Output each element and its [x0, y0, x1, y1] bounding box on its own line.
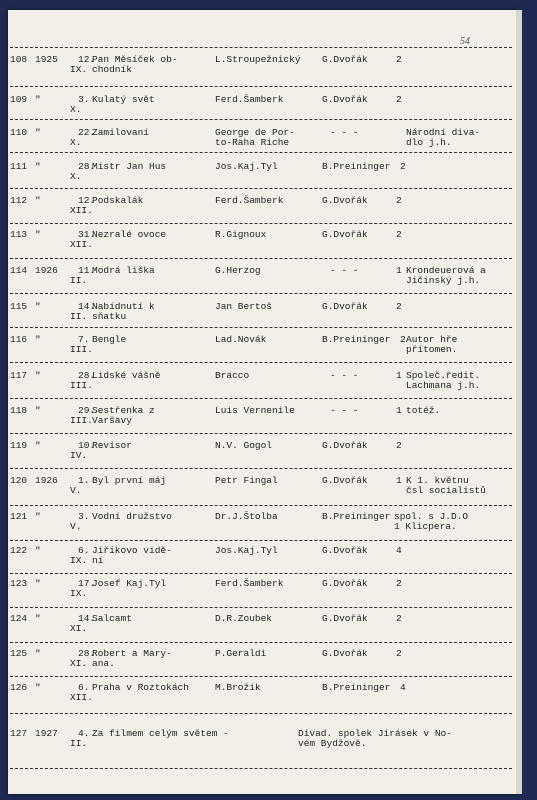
cell-director: - - -	[330, 127, 359, 138]
cell-author: Lad.Novák	[215, 334, 267, 345]
row-divider	[10, 223, 512, 224]
cell-day: 11.	[78, 265, 96, 276]
cell-month: XII.	[70, 239, 93, 250]
cell-day: 28.	[78, 648, 96, 659]
cell-director: G.Dvořák	[322, 54, 368, 65]
cell-author: Jos.Kaj.Tyl	[215, 161, 278, 172]
row-divider	[10, 768, 512, 769]
row-divider	[10, 362, 512, 363]
cell-year: "	[35, 682, 41, 693]
cell-director: - - -	[330, 370, 359, 381]
cell-year: "	[35, 301, 41, 312]
cell-title: Revisor	[92, 440, 132, 451]
cell-director: - - -	[330, 405, 359, 416]
cell-count: 2	[396, 229, 402, 240]
cell-author: G.Herzog	[215, 265, 261, 276]
cell-note: Společ.ředit. Lachmana j.h.	[406, 370, 481, 391]
cell-director: G.Dvořák	[322, 195, 368, 206]
cell-title: Nabídnutí k sňatku	[92, 301, 155, 322]
cell-num: 115	[10, 301, 28, 312]
row-divider	[10, 86, 512, 87]
cell-director: G.Dvořák	[322, 613, 368, 624]
cell-num: 114	[10, 265, 28, 276]
cell-title: Nezralé ovoce	[92, 229, 167, 240]
cell-num: 124	[10, 613, 28, 624]
cell-count: 2	[396, 440, 402, 451]
cell-director: Divad. spolek Jirásek v No- vém Bydžově.	[298, 728, 452, 749]
cell-year: "	[35, 405, 41, 416]
cell-count: 1	[396, 475, 402, 486]
cell-title: Praha v Roztokách	[92, 682, 189, 693]
cell-day: 7.	[78, 334, 90, 345]
cell-month: XII.	[70, 692, 93, 703]
cell-day: 28.	[78, 161, 96, 172]
cell-month: III.	[70, 344, 93, 355]
cell-year: "	[35, 94, 41, 105]
cell-day: 28.	[78, 370, 96, 381]
cell-count: 4	[400, 682, 406, 693]
cell-title: Podskalák	[92, 195, 144, 206]
cell-num: 121	[10, 511, 28, 522]
cell-count: 2	[400, 334, 406, 345]
cell-note: Autor hře přítomen.	[406, 334, 458, 355]
cell-author: Jan Bertoš	[215, 301, 273, 312]
cell-year: "	[35, 334, 41, 345]
cell-author: M.Brožík	[215, 682, 261, 693]
cell-count: 2	[396, 648, 402, 659]
cell-title: Lidské vášně	[92, 370, 161, 381]
cell-month: X.	[70, 104, 82, 115]
cell-month: III.	[70, 415, 93, 426]
cell-num: 125	[10, 648, 28, 659]
cell-author: Ferd.Šamberk	[215, 195, 284, 206]
cell-num: 116	[10, 334, 28, 345]
page-number: 54	[460, 36, 470, 47]
cell-director: - - -	[330, 265, 359, 276]
cell-author: R.Gignoux	[215, 229, 267, 240]
cell-title: Josef Kaj.Tyl	[92, 578, 167, 589]
cell-day: 6.	[78, 682, 90, 693]
cell-title: Modrá liška	[92, 265, 155, 276]
cell-title: Jiříkovo vidě- ní	[92, 545, 172, 566]
row-divider	[10, 607, 512, 608]
cell-day: 31.	[78, 229, 96, 240]
row-divider	[10, 398, 512, 399]
cell-count: 2	[396, 94, 402, 105]
cell-num: 119	[10, 440, 28, 451]
cell-day: 12.	[78, 195, 96, 206]
row-divider	[10, 642, 512, 643]
cell-num: 113	[10, 229, 28, 240]
cell-num: 118	[10, 405, 28, 416]
cell-author: P.Geraldi	[215, 648, 267, 659]
cell-director: B.Preininger	[322, 334, 391, 345]
cell-title: Salcamt	[92, 613, 132, 624]
cell-count: 2	[396, 613, 402, 624]
cell-note: spol. s J.D.O 1 Klicpera.	[394, 511, 469, 532]
cell-year: 1927	[35, 728, 58, 739]
cell-director: G.Dvořák	[322, 648, 368, 659]
row-divider	[10, 468, 512, 469]
cell-day: 12.	[78, 54, 96, 65]
cell-month: IX.	[70, 555, 88, 566]
cell-month: IX.	[70, 588, 88, 599]
cell-num: 120	[10, 475, 28, 486]
cell-title: Zamilovaní	[92, 127, 150, 138]
cell-num: 109	[10, 94, 28, 105]
row-divider	[10, 293, 512, 294]
cell-num: 123	[10, 578, 28, 589]
cell-director: G.Dvořák	[322, 440, 368, 451]
cell-author: Dr.J.Štolba	[215, 511, 278, 522]
cell-author: Ferd.Šamberk	[215, 578, 284, 589]
row-divider	[10, 188, 512, 189]
cell-director: G.Dvořák	[322, 229, 368, 240]
cell-num: 127	[10, 728, 28, 739]
cell-year: 1926	[35, 265, 58, 276]
cell-day: 14.	[78, 613, 96, 624]
cell-day: 29.	[78, 405, 96, 416]
cell-director: G.Dvořák	[322, 475, 368, 486]
cell-month: X.	[70, 137, 82, 148]
cell-author: Luis Vernenile	[215, 405, 295, 416]
cell-year: 1926	[35, 475, 58, 486]
cell-month: X.	[70, 171, 82, 182]
cell-title: Vodní družstvo	[92, 511, 172, 522]
cell-note: K 1. květnu čsl socialistů	[406, 475, 486, 496]
cell-title: Bengle	[92, 334, 127, 345]
cell-year: "	[35, 613, 41, 624]
cell-num: 111	[10, 161, 28, 172]
cell-title: Pan Měsíček ob- chodník	[92, 54, 178, 75]
cell-day: 3.	[78, 94, 90, 105]
cell-day: 1.	[78, 475, 90, 486]
row-divider	[10, 433, 512, 434]
ledger-page	[8, 10, 516, 794]
cell-month: II.	[70, 738, 88, 749]
cell-month: II.	[70, 275, 88, 286]
cell-num: 108	[10, 54, 28, 65]
cell-month: XI.	[70, 623, 88, 634]
cell-director: G.Dvořák	[322, 545, 368, 556]
cell-num: 122	[10, 545, 28, 556]
cell-count: 1	[396, 370, 402, 381]
cell-director: G.Dvořák	[322, 578, 368, 589]
cell-month: IX.	[70, 64, 88, 75]
row-divider	[10, 540, 512, 541]
cell-year: "	[35, 161, 41, 172]
cell-note: totéž.	[406, 405, 441, 416]
row-divider	[10, 327, 512, 328]
cell-count: 2	[396, 301, 402, 312]
row-divider	[10, 505, 512, 506]
cell-author: N.V. Gogol	[215, 440, 273, 451]
cell-num: 117	[10, 370, 28, 381]
cell-title: Byl první máj	[92, 475, 167, 486]
cell-year: "	[35, 511, 41, 522]
cell-title: Kulatý svět	[92, 94, 155, 105]
cell-director: B.Preininger	[322, 682, 391, 693]
cell-title: Mistr Jan Hus	[92, 161, 167, 172]
cell-year: "	[35, 545, 41, 556]
cell-note: Krondeuerová a Jičínský j.h.	[406, 265, 486, 286]
cell-day: 3.	[78, 511, 90, 522]
cell-month: XI.	[70, 658, 88, 669]
cell-num: 110	[10, 127, 28, 138]
cell-year: "	[35, 195, 41, 206]
row-divider	[10, 713, 512, 714]
cell-year: "	[35, 648, 41, 659]
cell-month: III.	[70, 380, 93, 391]
cell-day: 17.	[78, 578, 96, 589]
cell-month: V.	[70, 521, 82, 532]
cell-director: G.Dvořák	[322, 301, 368, 312]
cell-num: 126	[10, 682, 28, 693]
cell-month: II.	[70, 311, 88, 322]
cell-day: 4.	[78, 728, 90, 739]
cell-count: 4	[396, 545, 402, 556]
row-divider	[10, 676, 512, 677]
cell-author: Ferd.Šamberk	[215, 94, 284, 105]
cell-year: "	[35, 229, 41, 240]
cell-author: D.R.Zoubek	[215, 613, 273, 624]
cell-director: B.Preininger	[322, 161, 391, 172]
cell-day: 22.	[78, 127, 96, 138]
cell-count: 1	[396, 265, 402, 276]
cell-year: "	[35, 440, 41, 451]
cell-count: 2	[396, 195, 402, 206]
cell-month: XII.	[70, 205, 93, 216]
row-divider	[10, 573, 512, 574]
cell-month: V.	[70, 485, 82, 496]
cell-count: 2	[400, 161, 406, 172]
cell-year: "	[35, 578, 41, 589]
cell-author: L.Stroupežnický	[215, 54, 301, 65]
cell-note: Národní diva- dlo j.h.	[406, 127, 481, 148]
cell-author: George de Por- to-Raha Riche	[215, 127, 295, 148]
cell-title: Sestřenka z Varšavy	[92, 405, 155, 426]
cell-director: B.Preininger	[322, 511, 391, 522]
cell-count: 2	[396, 54, 402, 65]
cell-year: "	[35, 127, 41, 138]
row-divider	[10, 258, 512, 259]
cell-count: 1	[396, 405, 402, 416]
row-divider	[10, 47, 512, 48]
cell-month: IV.	[70, 450, 88, 461]
cell-num: 112	[10, 195, 28, 206]
row-divider	[10, 152, 512, 153]
cell-day: 14.	[78, 301, 96, 312]
cell-title: Robert a Mary- ana.	[92, 648, 172, 669]
cell-day: 10.	[78, 440, 96, 451]
row-divider	[10, 119, 512, 120]
cell-author: Petr Fingal	[215, 475, 278, 486]
cell-day: 6.	[78, 545, 90, 556]
cell-director: G.Dvořák	[322, 94, 368, 105]
cell-author: Jos.Kaj.Tyl	[215, 545, 278, 556]
cell-author: Bracco	[215, 370, 250, 381]
cell-title: Za filmem celým světem -	[92, 728, 229, 739]
page-edge	[516, 10, 522, 794]
cell-year: "	[35, 370, 41, 381]
cell-year: 1925	[35, 54, 58, 65]
cell-count: 2	[396, 578, 402, 589]
